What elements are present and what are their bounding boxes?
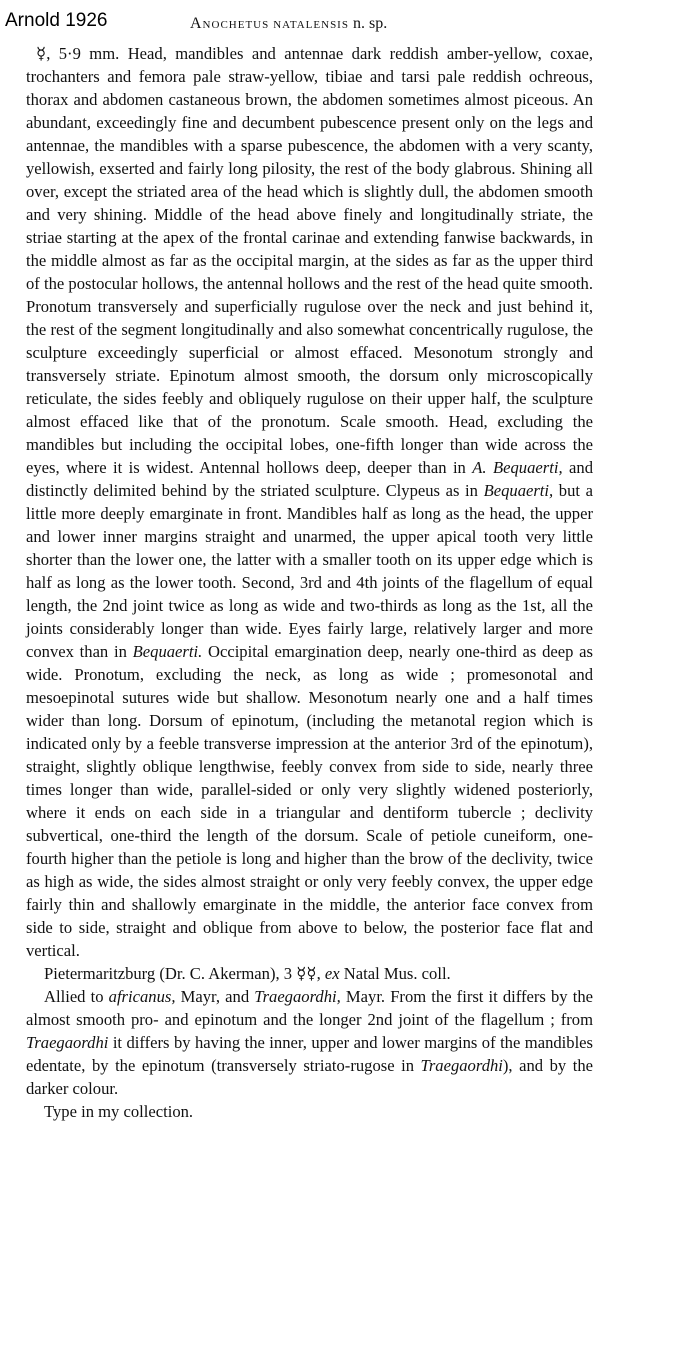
locality-paragraph — [26, 962, 593, 985]
description-paragraph — [26, 42, 593, 962]
locality-text: Pietermaritzburg (Dr. C. Akerman), 3 ☿☿, — [44, 964, 325, 983]
affinities-text: it differs by having the inner, upper and lower margins of the mandibles edentate, by the epinotum (transversely striato-rugose in — [26, 1033, 593, 1075]
description-text: Head, mandibles and antennae dark reddish amber-yellow, coxae, trochanters and femora pale straw-yellow, tibiae and tarsi pale reddish ochreous, thorax and abdomen castaneous brown, the abdomen sometimes almost piceous. An abundant, exceedingly fine and decumbent pubescence present only on the legs and antennae, the mandibles with a sparse pubescence, the abdomen with a very scanty, yellowish, exserted and fairly long pilosity, the rest of the body glabrous. Shining all over, except the striated area of the head which is slightly dull, the abdomen smooth and very shining. Middle of the head above finely and longitudinally striate, the striae starting at the apex of the frontal carinae and extending fanwise backwards, in the middle almost as far as the occipital margin, at the sides as far as the upper third of the postocular hollows, the antennal hollows and the rest of the head quite smooth. Pronotum transversely and superficially rugulose over the neck and just behind it, the rest of the segment longitudinally and also somewhat concentrically rugulose, the sculpture exceedingly superficial or almost effaced. Mesonotum strongly and transversely striate. Epinotum almost smooth, the dorsum only microscopically reticulate, the sides feebly and obliquely rugulose on their upper half, the sculpture almost effaced like that of the pronotum. Scale smooth. Head, excluding the mandibles but including the occipital lobes, one-fifth longer than wide across the eyes, where it is widest. Antennal hollows deep, deeper than in — [26, 44, 593, 477]
taxon-name: A. Bequaerti, — [472, 458, 563, 477]
description-text: but a little more deeply emarginate in front. Mandibles half as long as the head, the upper and lower inner margins straight and unarmed, the upper apical tooth very little shorter than the lower one, the latter with a smaller tooth on its upper edge which is half as long as the lower tooth. Second, 3rd and 4th joints of the flagellum of equal length, the 2nd joint twice as long as wide and two-thirds as long as the 1st, all the joints considerably longer than wide. Eyes fairly large, relatively larger and more convex than in — [26, 481, 593, 661]
header-rank: n. sp. — [352, 15, 388, 32]
latin-ex: ex — [324, 964, 340, 983]
body-size: , 5·9 mm. — [46, 44, 120, 63]
locality-text: Natal Mus. coll. — [339, 964, 451, 983]
taxon-name: Traegaordhi, — [254, 987, 341, 1006]
taxon-name: Traegaordhi — [26, 1033, 109, 1052]
description-text: Occipital emargination deep, nearly one-third as deep as wide. Pronotum, excluding the neck, as long as wide ; promesonotal and mesoepinotal sutures wide but shallow. Mesonotum nearly one and a half times wider than long. Dorsum of epinotum, (including the metanotal region which is indicated only by a feeble transverse impression at the anterior 3rd of the epinotum), straight, slightly oblique lengthwise, feebly convex from side to side, nearly three times longer than wide, parallel-sided or only very slightly widened posteriorly, where it ends on each side in a triangular and dentiform tubercle ; declivity subvertical, one-third the length of the dorsum. Scale of petiole cuneiform, one-fourth higher than the petiole is long and higher than the brow of the declivity, twice as high as wide, the sides almost straight or only very feebly convex, the upper edge fairly thin and shallowly emarginate in the middle, the anterior face convex from side to side, straight and oblique from above to below, the posterior face flat and vertical. — [26, 642, 593, 960]
affinities-text: ), and by the darker colour. — [26, 1056, 593, 1098]
header-genus: Anochetus — [190, 15, 270, 32]
running-header — [190, 13, 387, 35]
source-label: Arnold 1926 — [5, 10, 108, 31]
description-text: and distinctly delimited behind by the striated sculpture. Clypeus as in — [26, 458, 593, 500]
affinities-text: Allied to — [44, 987, 109, 1006]
affinities-paragraph — [26, 985, 593, 1100]
affinities-text: Mayr. From the first it differs by the almost smooth pro- and epinotum and the longer 2nd joint of the flagellum ; from — [26, 987, 593, 1029]
taxon-name: Traegaordhi — [420, 1056, 503, 1075]
type-depository-note: Type in my collection. — [44, 1102, 194, 1121]
header-species: natalensis — [273, 15, 349, 32]
species-description-body — [26, 42, 593, 1123]
taxon-name: africanus, — [108, 987, 176, 1006]
affinities-text: Mayr, and — [175, 987, 255, 1006]
taxon-name: Bequaerti, — [483, 481, 554, 500]
worker-caste-symbol: ☿ — [36, 44, 47, 63]
taxon-name: Bequaerti. — [132, 642, 203, 661]
